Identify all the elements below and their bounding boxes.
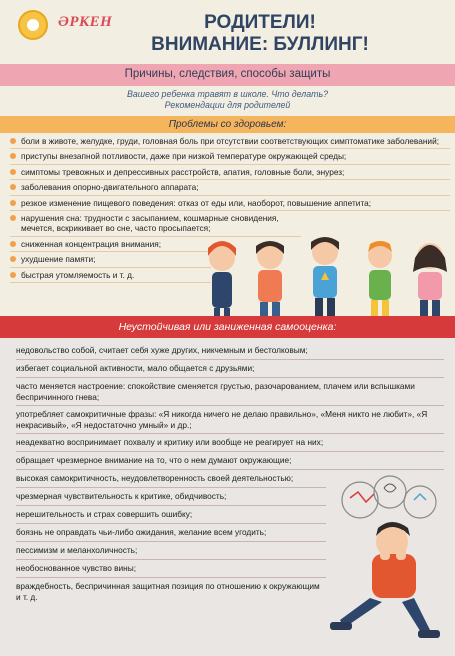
- bullet-icon: [10, 272, 16, 278]
- child-4-icon: [368, 241, 392, 316]
- selfesteem-heading-bar: [0, 316, 455, 338]
- list-item: недовольство собой, считает себя хуже других, никчемным и бестолковым;: [16, 342, 444, 360]
- sad-boy-illustration: [320, 470, 450, 645]
- child-2-icon: [256, 241, 284, 316]
- list-item: нарушения сна: трудности с засыпанием, кошмарные сновидения, мечется, вскрикивает во сне, часто просыпается;: [10, 213, 301, 237]
- thought-cloud-icon: [342, 476, 436, 518]
- bullet-icon: [10, 184, 16, 190]
- title-line-1: РОДИТЕЛИ!: [204, 12, 316, 33]
- bullet-icon: [10, 256, 16, 262]
- erken-logo: ӘРКЕН: [58, 14, 113, 30]
- list-item: быстрая утомляемость и т. д.: [10, 270, 211, 283]
- health-heading: Проблемы со здоровьем:: [168, 119, 287, 130]
- list-item: боязнь не оправдать чьи-либо ожидания, желание всем угодить;: [16, 524, 326, 542]
- sun-logo-icon: [18, 10, 48, 40]
- list-item: часто меняется настроение: спокойствие сменяется грустью, разочарованием, плачем или вспышками беспричинного гнева;: [16, 378, 444, 406]
- list-item: обращает чрезмерное внимание на то, что о нем думают окружающие;: [16, 452, 444, 470]
- bullet-icon: [10, 153, 16, 159]
- list-item: необоснованное чувство вины;: [16, 560, 326, 578]
- bullet-icon: [10, 138, 16, 144]
- selfesteem-heading: Неустойчивая или заниженная самооценка:: [118, 321, 337, 333]
- list-item: ухудшение памяти;: [10, 254, 211, 267]
- bullet-icon: [10, 241, 16, 247]
- intro-line-2: Рекомендации для родителей: [164, 100, 291, 110]
- list-item: симптомы тревожных и депрессивных расстройств, апатия, головные боли, энурез;: [10, 167, 450, 180]
- list-item: пессимизм и меланхоличность;: [16, 542, 326, 560]
- list-item: употребляет самокритичные фразы: «Я никогда ничего не делаю правильно», «Меня никто не любит», «Я некрасивый», «Я недостаточно умный» и др.;: [16, 406, 444, 434]
- header: [0, 0, 455, 64]
- child-5-icon: [413, 243, 447, 316]
- list-item: резкое изменение пищевого поведения: отказ от еды или, наоборот, повышение аппетита;: [10, 198, 450, 211]
- health-heading-bar: [0, 116, 455, 133]
- child-1-icon: [208, 241, 236, 316]
- bullet-icon: [10, 200, 16, 206]
- intro: [0, 89, 455, 111]
- list-item: неадекватно воспринимает похвалу и критику или вообще не реагирует на них;: [16, 434, 444, 452]
- subtitle: Причины, следствия, способы защиты: [124, 68, 331, 80]
- list-item: сниженная концентрация внимания;: [10, 239, 211, 252]
- bullet-icon: [10, 215, 16, 221]
- child-3-icon: [311, 237, 339, 316]
- list-item: враждебность, беспричинная защитная позиция по отношению к окружающим и т. д.: [16, 581, 320, 602]
- bullet-icon: [10, 169, 16, 175]
- list-item: высокая самокритичность, неудовлетворенность своей деятельностью;: [16, 470, 326, 488]
- page-title: [110, 12, 410, 56]
- subtitle-bar: [0, 64, 455, 86]
- boy-figure-icon: [330, 522, 440, 638]
- children-illustration: [200, 232, 455, 316]
- title-line-2: ВНИМАНИЕ: БУЛЛИНГ!: [151, 34, 369, 55]
- list-item: нерешительность и страх совершить ошибку;: [16, 506, 326, 524]
- list-item: чрезмерная чувствительность к критике, обидчивость;: [16, 488, 326, 506]
- list-item: приступы внезапной потливости, даже при низкой температуре окружающей среды;: [10, 151, 450, 164]
- list-item: заболевания опорно-двигательного аппарата;: [10, 182, 450, 195]
- list-item: боли в животе, желудке, груди, головная боль при отсутствии соответствующих симптоматике заболеваний;: [10, 136, 450, 149]
- intro-line-1: Вашего ребенка травят в школе. Что делать?: [127, 89, 328, 99]
- list-item: избегает социальной активности, мало общается с друзьями;: [16, 360, 444, 378]
